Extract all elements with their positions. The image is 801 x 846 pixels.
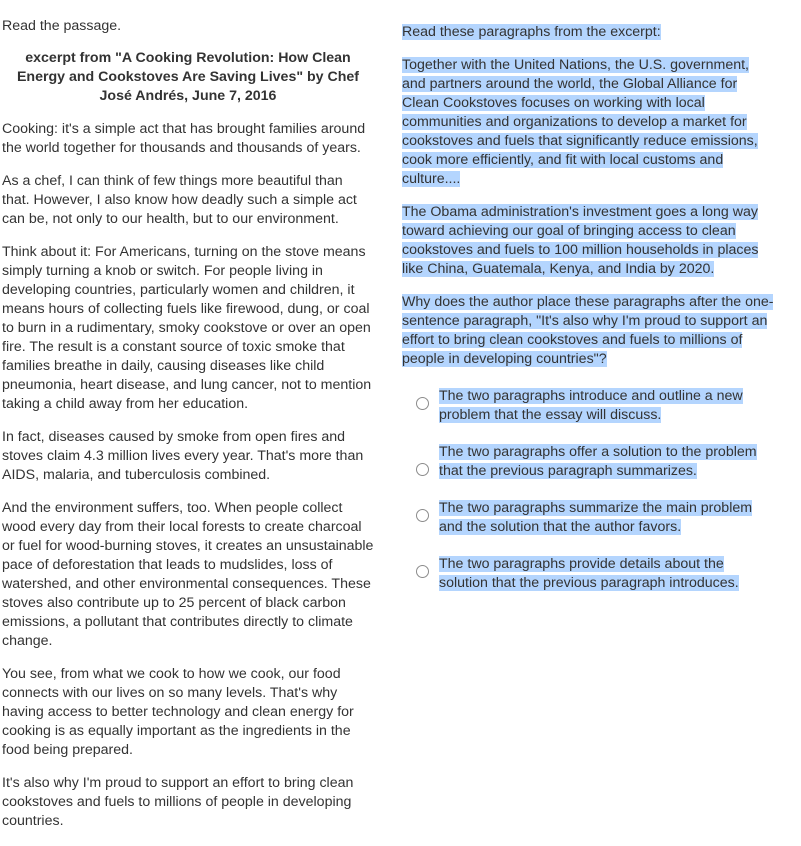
answer-option-1[interactable]	[402, 387, 776, 425]
radio-button[interactable]	[416, 397, 429, 410]
passage-panel	[2, 17, 374, 845]
answer-option-label: The two paragraphs offer a solution to the problem that the previous paragraph summarizes.	[439, 444, 757, 479]
excerpt-paragraph	[402, 56, 776, 189]
answer-option-2[interactable]	[402, 443, 776, 481]
passage-paragraph: Think about it: For Americans, turning on the stove means simply turning a knob or switch. For people living in developing countries, particularly women and children, it means hours of collecting fuels like firewood, dung, or coal to burn in a rudimentary, smoky cookstove or over an open fire. The result is a constant source of toxic smoke that families breathe in daily, causing diseases like child pneumonia, heart disease, and lung cancer, not to mention taking a child away from her education.	[2, 244, 372, 412]
radio-button[interactable]	[416, 565, 429, 578]
passage-paragraph: And the environment suffers, too. When people collect wood every day from their local forests to create charcoal or fuel for wood-burning stoves, it creates an unsustainable pace of deforestation that leads to mudslides, loss of watershed, and other environmental consequences. These stoves also contribute up to 25 percent of black carbon emissions, a pollutant that contributes directly to climate change.	[2, 500, 374, 649]
passage-paragraph: It's also why I'm proud to support an effort to bring clean cookstoves and fuels to millions of people in developing countries.	[2, 775, 354, 829]
question-prompt	[402, 293, 776, 369]
question-intro-text: Read these paragraphs from the excerpt:	[402, 24, 661, 40]
radio-button[interactable]	[416, 463, 429, 476]
radio-button[interactable]	[416, 509, 429, 522]
question-prompt-text: Why does the author place these paragraphs after the one-sentence paragraph, "It's also why I'm proud to support an effort to bring clean cookstoves and fuels to millions of people in developing countries"?	[402, 294, 774, 367]
passage-paragraph: In fact, diseases caused by smoke from open fires and stoves claim 4.3 million lives every year. That's more than AIDS, malaria, and tuberculosis combined.	[2, 429, 364, 483]
answer-option-label: The two paragraphs summarize the main problem and the solution that the author favors.	[439, 500, 753, 535]
answer-options	[402, 387, 776, 593]
answer-option-label: The two paragraphs introduce and outline a new problem that the essay will discuss.	[439, 388, 743, 423]
answer-option-3[interactable]	[402, 499, 776, 537]
passage-paragraph: You see, from what we cook to how we cook, our food connects with our lives on so many levels. That's why having access to better technology and clean energy for cooking is as equally important as the ingredients in the food being prepared.	[2, 666, 354, 758]
excerpt-paragraph	[402, 203, 776, 279]
question-intro	[402, 23, 776, 42]
question-panel	[402, 23, 776, 611]
passage-paragraph: Cooking: it's a simple act that has brought families around the world together for thousands and thousands of years.	[2, 121, 366, 156]
answer-option-4[interactable]	[402, 555, 776, 593]
excerpt-paragraph-text: The Obama administration's investment goes a long way toward achieving our goal of bringing access to clean cookstoves and fuels to 100 million households in places like China, Guatemala, Kenya, and India by 2020.	[402, 204, 759, 277]
answer-option-label: The two paragraphs provide details about the solution that the previous paragraph introduces.	[439, 556, 739, 591]
passage-title: excerpt from "A Cooking Revolution: How Clean Energy and Cookstoves Are Saving Lives" by Chef José Andrés, June 7, 2016	[16, 50, 360, 104]
passage-instruction: Read the passage.	[2, 18, 122, 34]
excerpt-paragraph-text: Together with the United Nations, the U.S. government, and partners around the world, the Global Alliance for Clean Cookstoves focuses on working with local communities and organizations to develop a market for cookstoves and fuels that significantly reduce emissions, cook more efficiently, and fit with local customs and culture....	[402, 57, 758, 187]
passage-paragraph: As a chef, I can think of few things more beautiful than that. However, I also know how deadly such a simple act can be, not only to our health, but to our environment.	[2, 173, 357, 227]
